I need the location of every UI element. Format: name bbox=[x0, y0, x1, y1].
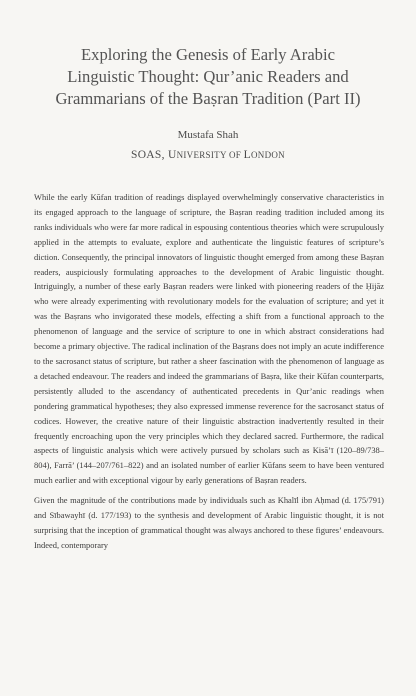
affiliation-part: SOAS, bbox=[131, 149, 168, 161]
body-paragraph: Given the magnitude of the contributions made by individuals such as Khalīl ibn Aḥmad (d. 175/791) and Sībawayhī (d. 177/193) to the synthesis and development of Arabic linguistic thought, it is not surprising that the inception of grammatical thought was always anchored to these figures’ endeavours. Indeed, contemporary bbox=[34, 495, 384, 550]
body-paragraph: While the early Kūfan tradition of readings displayed overwhelmingly conservative characteristics in its engaged approach to the language of scripture, the Baṣran reading tradition included among its ranks individuals who were far more radical in espousing contentious theories which were scrupulously applied in the attempts to evaluate, explore and authenticate the linguistic features of scripture’s diction. Consequently, the principal innovators of linguistic thought emerged from among these Baṣran readers, auspiciously formulating approaches to the development of Arabic linguistic thought. Intriguingly, a number of these early Baṣran readers were linked with pioneering readers of the Ḥijāz who were already experimenting with revolutionary models for the evaluation of scripture; and yet it was the Baṣrans who invigorated these models, effecting a shift from a functional approach to the phenomenon of language and the service of scripture to one in which abstract considerations had become a primary objective. The radical inclination of the Baṣrans does not imply an acute indifference to the sacrosanct status of scripture, but rather a sheer fascination with the phenomenon of language as a detached endeavour. The readers and indeed the grammarians of Baṣra, like their Kūfan counterparts, persistently alluded to the ascendancy of authenticated precedents in Qur’anic readings when pondering grammatical hypotheses; they also expressed immense reverence for the sacrosanct status of codices. However, the creative nature of their linguistic abstraction inadvertently resulted in their frequently encroaching upon the very principles which they declared sacred. Furthermore, the radical aspects of linguistic analysis which were actively pursued by scholars such as Kisā’ī (120–89/738–804), Farrā’ (144–207/761–822) and an isolated number of earlier Kūfans seem to have been ventured much earlier and with exceptional vigour by early generations of Baṣran readers. bbox=[34, 192, 384, 486]
affiliation-part: L bbox=[243, 149, 251, 161]
affiliation-part: NIVERSITY bbox=[176, 150, 227, 160]
author-affiliation bbox=[0, 149, 416, 161]
title-line: Linguistic Thought: Qur’anic Readers and bbox=[67, 67, 349, 86]
article-body bbox=[34, 190, 384, 553]
affiliation-part: OF bbox=[226, 150, 244, 160]
article-title bbox=[20, 44, 396, 110]
affiliation-part: U bbox=[167, 149, 177, 161]
affiliation-part: ONDON bbox=[250, 150, 285, 160]
title-line: Exploring the Genesis of Early Arabic bbox=[81, 45, 335, 64]
author-name: Mustafa Shah bbox=[177, 129, 239, 141]
title-line: Grammarians of the Baṣran Tradition (Part II) bbox=[55, 89, 361, 108]
